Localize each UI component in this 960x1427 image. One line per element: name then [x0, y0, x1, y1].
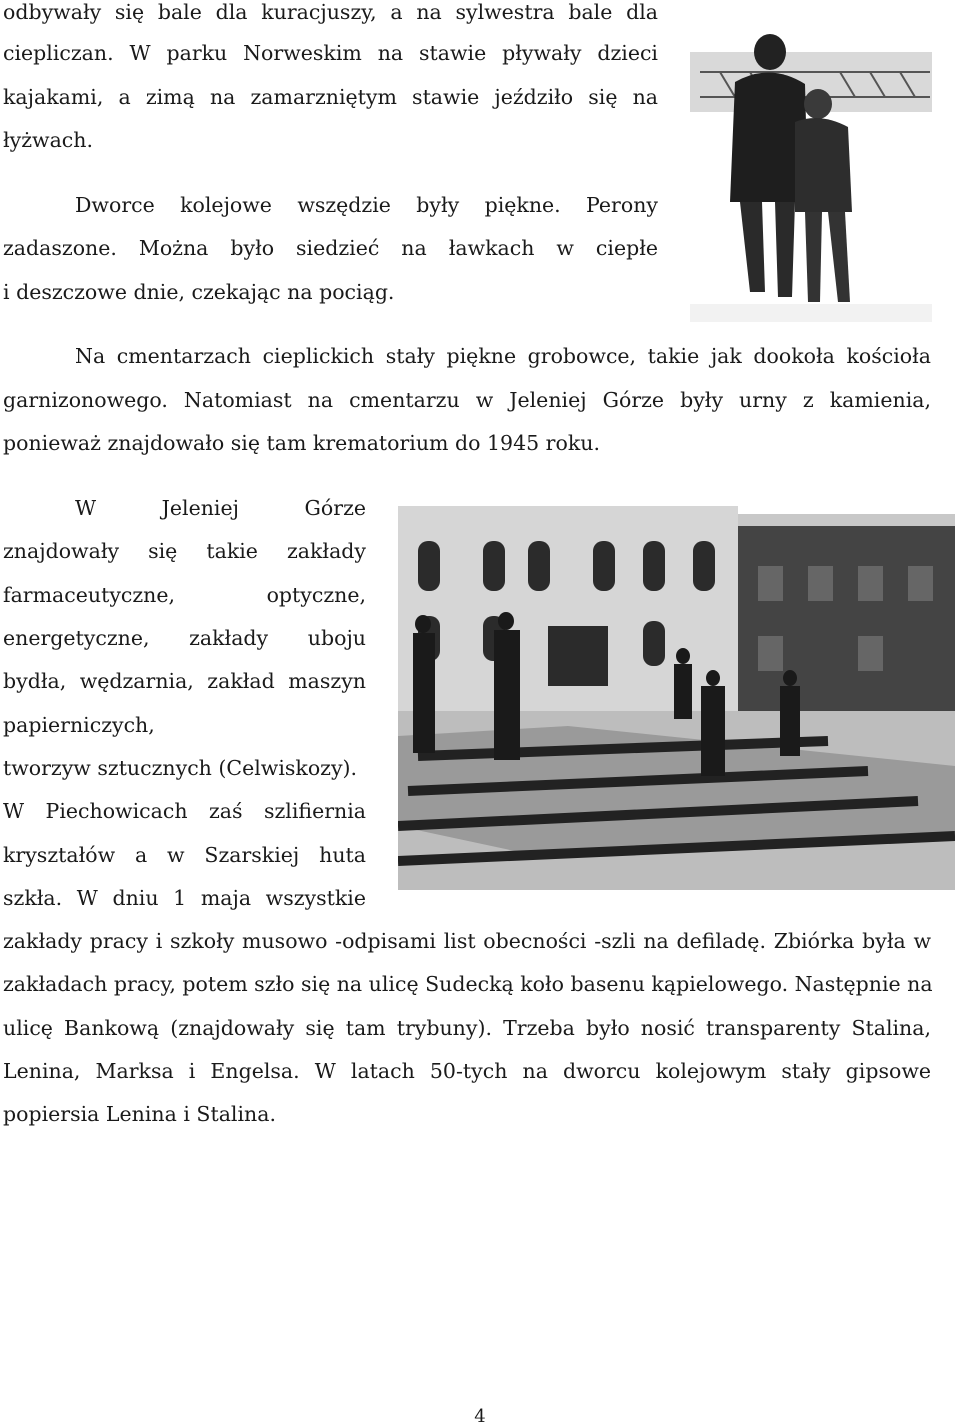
- text-line: garnizonowego. Natomiast na cmentarzu w Jeleniej Górze były urny z kamienia,: [3, 388, 931, 412]
- text-line: W Jeleniej Górze: [75, 496, 366, 520]
- text-line: szkła. W dniu 1 maja wszystkie: [3, 886, 366, 910]
- text-line: W Piechowicach zaś szlifiernia: [3, 799, 366, 823]
- text-line: energetyczne, zakłady uboju: [3, 626, 366, 650]
- photo-skaters: [690, 12, 932, 322]
- text-line: zakładach pracy, potem szło się na ulicę Sudecką koło basenu kąpielowego. Następnie na: [3, 972, 933, 996]
- text-line: Lenina, Marksa i Engelsa. W latach 50-tych na dworcu kolejowym stały gipsowe: [3, 1059, 931, 1083]
- text-line: odbywały się bale dla kuracjuszy, a na sylwestra bale dla: [3, 0, 658, 24]
- text-line: i deszczowe dnie, czekając na pociąg.: [3, 280, 395, 304]
- text-line: popiersia Lenina i Stalina.: [3, 1102, 276, 1126]
- text-line: łyżwach.: [3, 128, 93, 152]
- text-line: ponieważ znajdowało się tam krematorium do 1945 roku.: [3, 431, 600, 455]
- text-line: ciepliczan. W parku Norweskim na stawie pływały dzieci: [3, 41, 658, 65]
- text-line: ulicę Bankową (znajdowały się tam trybuny). Trzeba było nosić transparenty Stalina,: [3, 1016, 931, 1040]
- text-line: zadaszone. Można było siedzieć na ławkach w ciepłe: [3, 236, 658, 260]
- photo-town-square: [398, 506, 955, 890]
- text-line: kryształów a w Szarskiej huta: [3, 843, 366, 867]
- page-number: 4: [474, 1406, 486, 1427]
- text-line: Dworce kolejowe wszędzie były piękne. Perony: [75, 193, 658, 217]
- text-line: kajakami, a zimą na zamarzniętym stawie jeździło się na: [3, 85, 658, 109]
- text-line: Na cmentarzach cieplickich stały piękne grobowce, takie jak dookoła kościoła: [75, 344, 931, 368]
- text-line: farmaceutyczne, optyczne,: [3, 583, 366, 607]
- text-line: bydła, wędzarnia, zakład maszyn: [3, 669, 366, 693]
- text-line: papierniczych,: [3, 713, 155, 737]
- text-line: zakłady pracy i szkoły musowo -odpisami list obecności -szli na defiladę. Zbiórka była w: [3, 929, 931, 953]
- text-line: znajdowały się takie zakłady: [3, 539, 366, 563]
- text-line: tworzyw sztucznych (Celwiskozy).: [3, 756, 358, 780]
